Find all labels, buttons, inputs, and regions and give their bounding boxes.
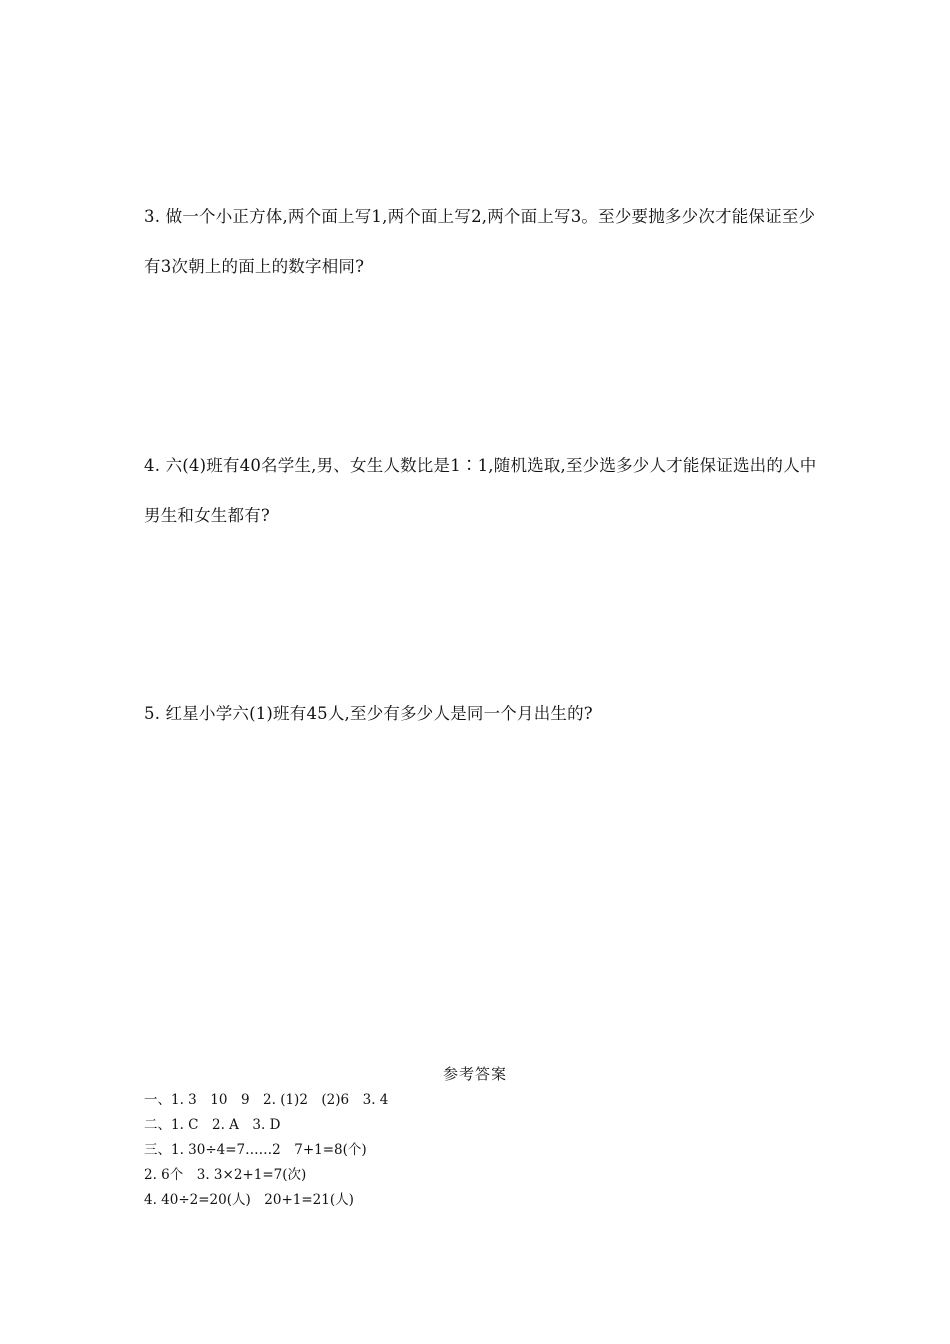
question-5-line-1: 5. 红星小学六(1)班有45人,至少有多少人是同一个月出生的? <box>144 704 593 723</box>
answer-key-title: 参考答案 <box>442 1065 507 1083</box>
answer-line: 一、1. 3 10 9 2. (1)2 (2)6 3. 4 <box>144 1092 389 1108</box>
question-4-line-2: 男生和女生都有? <box>144 506 270 525</box>
answer-line: 二、1. C 2. A 3. D <box>144 1117 281 1133</box>
answer-line: 4. 40÷2=20(人) 20+1=21(人) <box>144 1192 354 1208</box>
answer-line: 三、1. 30÷4=7……2 7+1=8(个) <box>144 1142 367 1158</box>
question-3-line-1: 3. 做一个小正方体,两个面上写1,两个面上写2,两个面上写3。至少要抛多少次才能保证至少 <box>144 207 816 226</box>
question-4-line-1: 4. 六(4)班有40名学生,男、女生人数比是1∶1,随机选取,至少选多少人才能保证选出的人中 <box>144 456 817 475</box>
question-3-line-2: 有3次朝上的面上的数字相同? <box>144 257 365 276</box>
answer-line: 2. 6个 3. 3×2+1=7(次) <box>144 1167 307 1183</box>
